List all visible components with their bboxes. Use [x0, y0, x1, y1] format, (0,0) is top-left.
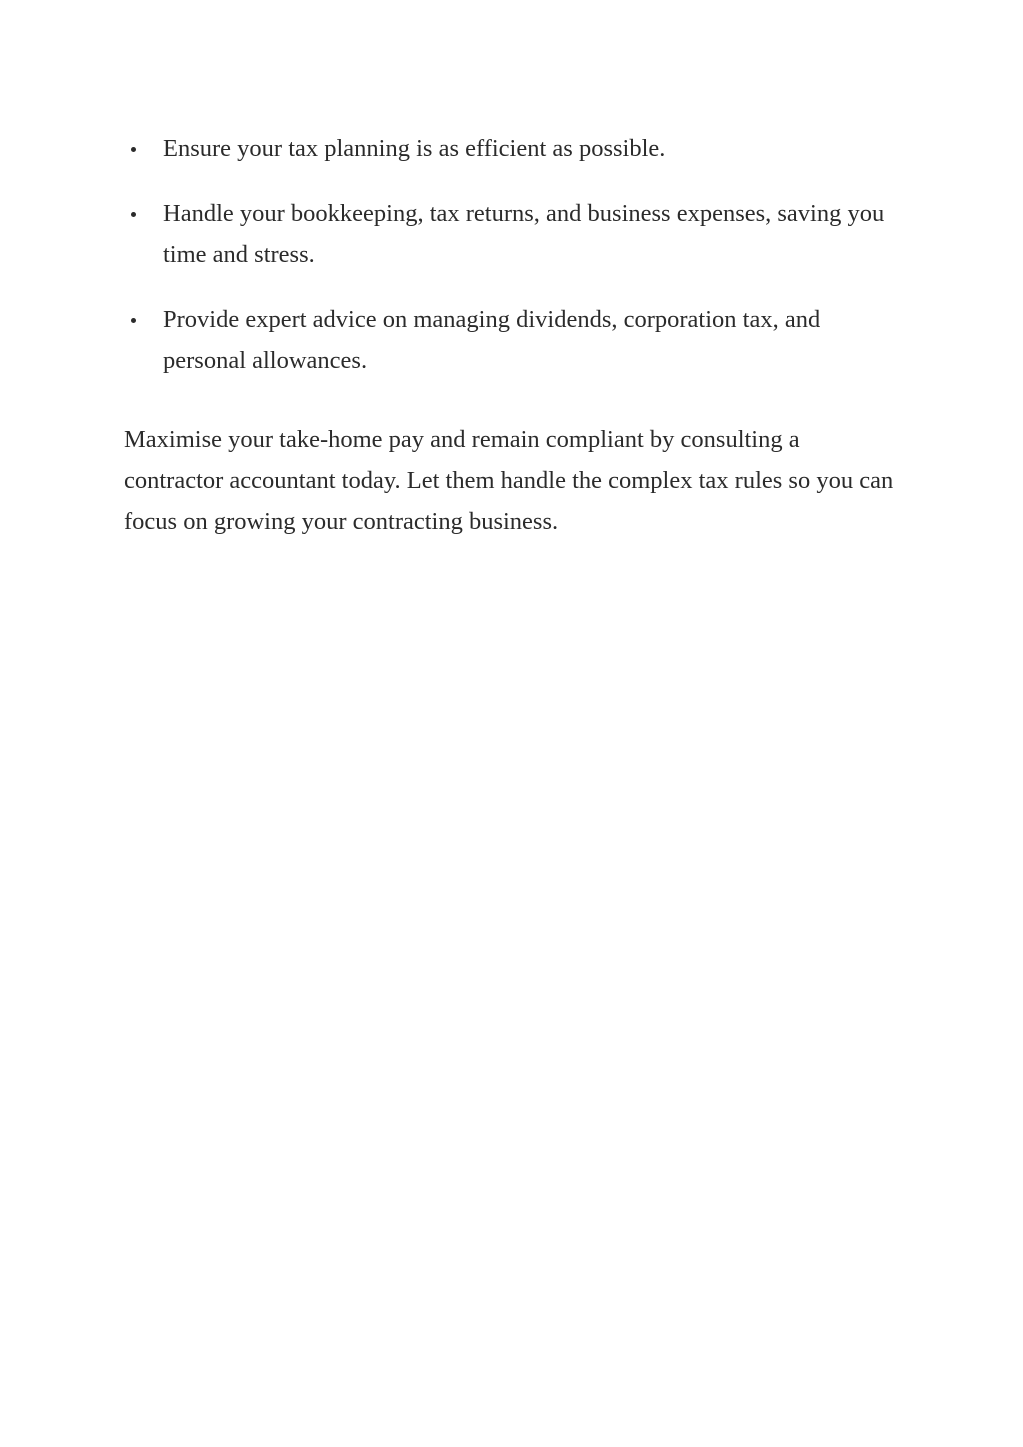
- list-item-text: Ensure your tax planning is as efficient as possible.: [163, 135, 666, 162]
- document-body: [124, 128, 904, 542]
- list-item-text: Handle your bookkeeping, tax returns, and business expenses, saving you time and stress.: [163, 200, 885, 268]
- list-item: [124, 128, 904, 169]
- bullet-icon: [131, 147, 136, 152]
- list-item: [124, 193, 904, 275]
- closing-paragraph: Maximise your take-home pay and remain compliant by consulting a contractor accountant today. Let them handle the complex tax rules so you can focus on growing your contracting business.: [124, 426, 894, 535]
- bullet-icon: [131, 212, 136, 217]
- bullet-icon: [131, 318, 136, 323]
- services-bullet-list: [124, 128, 904, 381]
- list-item-text: Provide expert advice on managing dividends, corporation tax, and personal allowances.: [163, 306, 821, 374]
- list-item: [124, 299, 904, 381]
